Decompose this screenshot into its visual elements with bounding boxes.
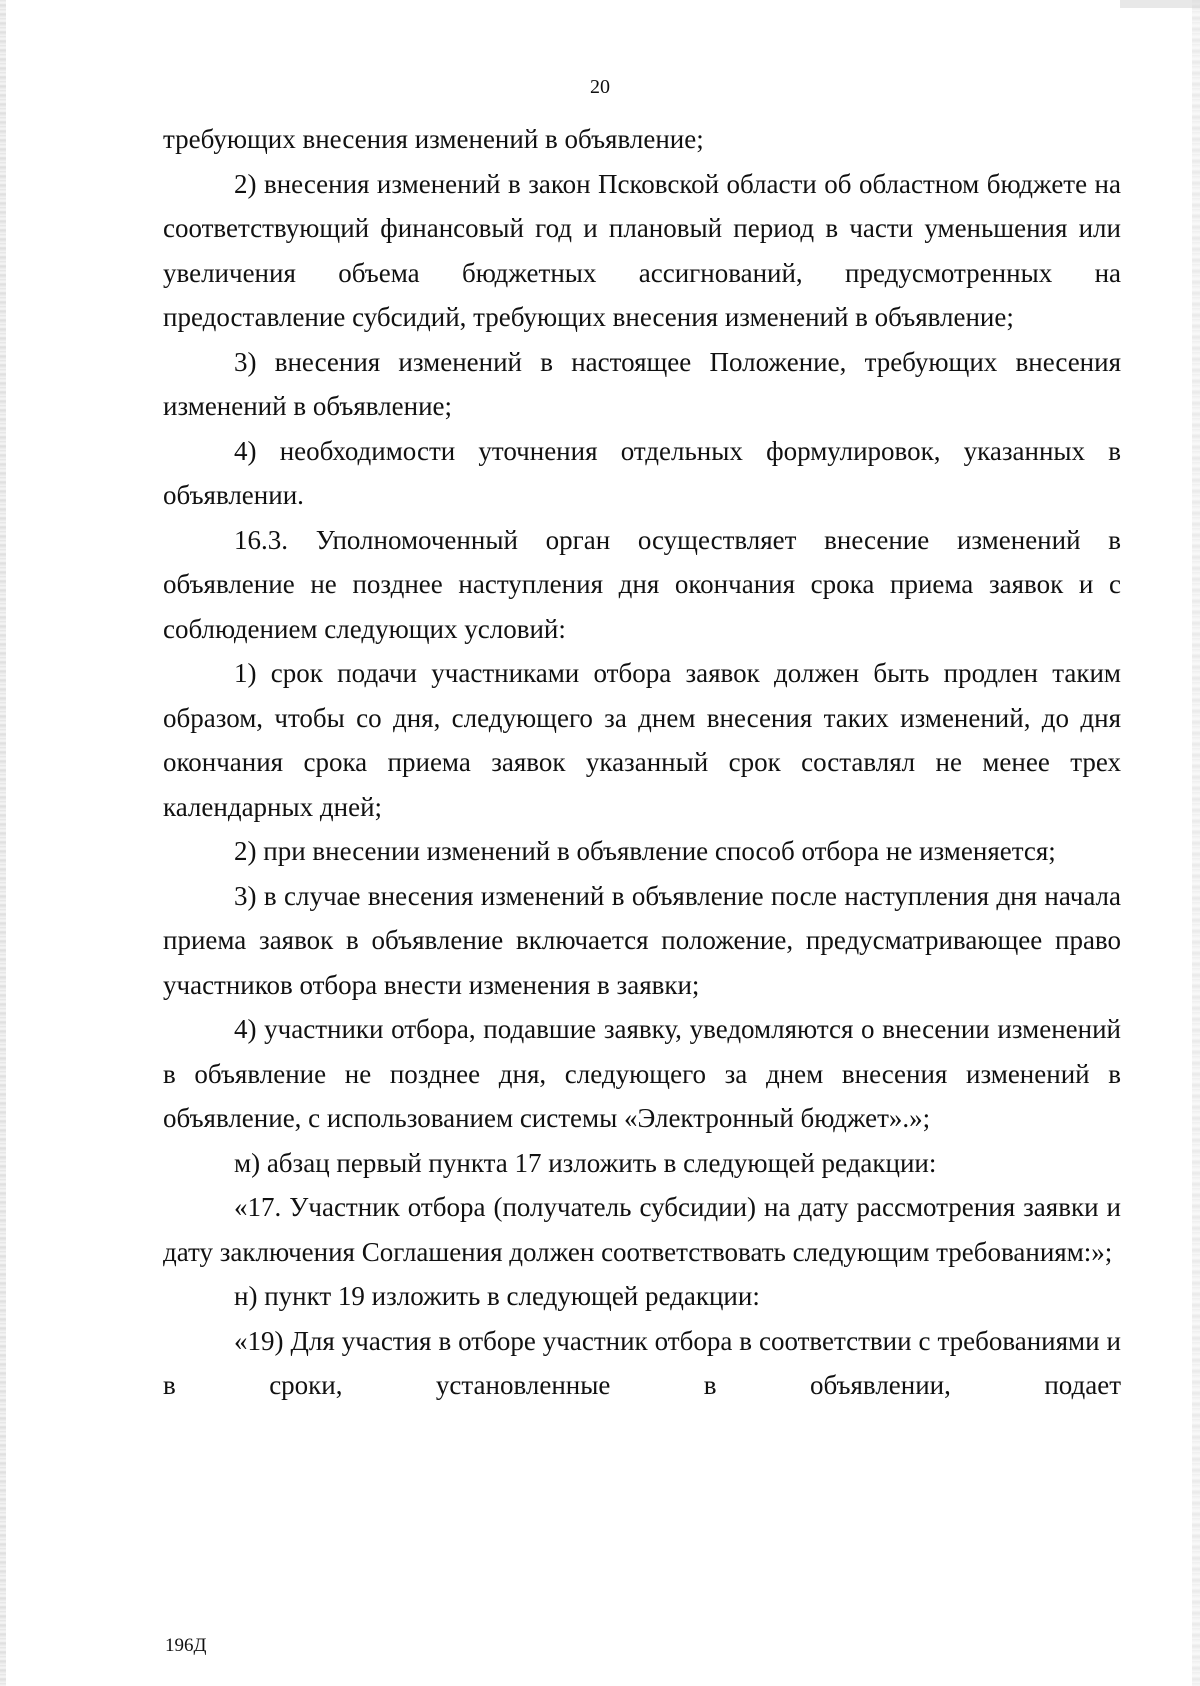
paragraph: 2) при внесении изменений в объявление способ отбора не изменяется; — [234, 836, 1056, 866]
scan-edge-left — [0, 0, 6, 1686]
paragraph: 3) внесения изменений в настоящее Положение, требующих внесения изменений в объявление; — [163, 346, 1121, 421]
scan-edge-right — [1192, 0, 1200, 1686]
paragraph: 1) срок подачи участниками отбора заявок должен быть продлен таким образом, чтобы со дня, следующего за днем внесения таких изменений, до дня окончания срока приема заявок указанный срок составлял не менее трех календарных дней; — [163, 658, 1121, 822]
document-body — [163, 117, 1121, 1408]
document-code: 196Д — [165, 1635, 207, 1656]
paragraph: 4) участники отбора, подавшие заявку, уведомляются о внесении изменений в объявление не позднее дня, следующего за днем внесения изменений в объявление, с использованием системы «Электронный бюджет».»; — [163, 1014, 1121, 1133]
paragraph: 4) необходимости уточнения отдельных формулировок, указанных в объявлении. — [163, 435, 1121, 510]
scan-corner-mark — [1120, 0, 1200, 8]
paragraph: «19) Для участия в отборе участник отбора в соответствии с требованиями и в сроки, установленные в объявлении, подает — [163, 1325, 1121, 1400]
paragraph: требующих внесения изменений в объявление; — [163, 124, 704, 154]
paragraph: н) пункт 19 изложить в следующей редакции: — [234, 1281, 760, 1311]
page-number: 20 — [590, 76, 610, 98]
paragraph: 2) внесения изменений в закон Псковской области об областном бюджете на соответствующий финансовый год и плановый период в части уменьшения или увеличения объема бюджетных ассигнований, предусмотренных на предоставление субсидий, требующих внесения изменений в объявление; — [163, 168, 1121, 332]
paragraph: м) абзац первый пункта 17 изложить в следующей редакции: — [234, 1147, 937, 1178]
paragraph: 16.3. Уполномоченный орган осуществляет внесение изменений в объявление не позднее наступления дня окончания срока приема заявок и с соблюдением следующих условий: — [163, 524, 1121, 644]
paragraph: «17. Участник отбора (получатель субсидии) на дату рассмотрения заявки и дату заключения Соглашения должен соответствовать следующим требованиям:»; — [163, 1192, 1121, 1267]
paragraph: 3) в случае внесения изменений в объявление после наступления дня начала приема заявок в объявление включается положение, предусматривающее право участников отбора внести изменения в заявки; — [163, 880, 1121, 1000]
